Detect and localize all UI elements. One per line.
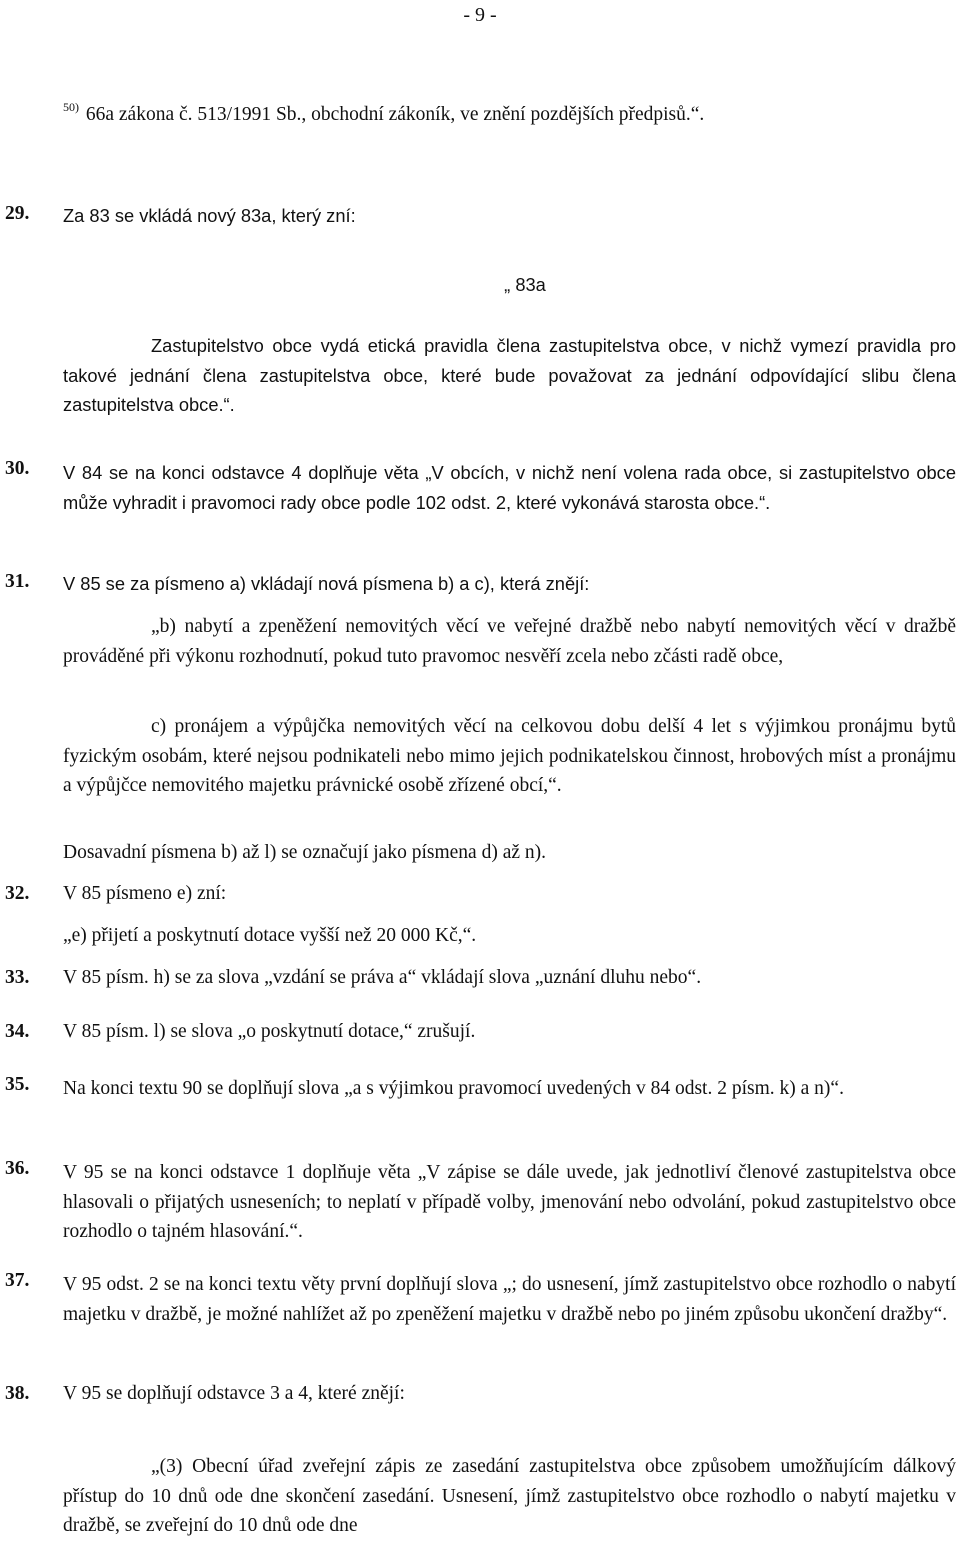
item-number-37: 37. (5, 1270, 30, 1291)
item-31-note: Dosavadní písmena b) až l) se označují jako písmena d) až n). (63, 842, 546, 863)
section-83a-heading: „ 83a (504, 274, 546, 295)
page-number: - 9 - (463, 4, 497, 26)
item-38-quote: „(3) Obecní úřad zveřejní zápis ze zasedání zastupitelstva obce způsobem umožňujícím dálkový přístup do 10 dnů ode dne skončení zasedání. Usnesení, jímž zastupitelstvo obce rozhodlo o nabytí majetku v dražbě, se zveřejní do 10 dnů ode dne (63, 1456, 956, 1536)
item-31-letter-c: c) pronájem a výpůjčka nemovitých věcí na celkovou dobu delší 4 let s výjimkou pronájmu bytů fyzickým osobám, které nejsou podnikateli nebo mimo jejich podnikatelskou činnost, hrobových míst a pronájmu a výpůjčce nemovitého majetku právnické osobě zřízené obcí,“. (63, 716, 956, 796)
item-36-text: V 95 se na konci odstavce 1 doplňuje věta „V zápise se dále uvede, jak jednotliví členové zastupitelstva obce hlasovali o přijatých usneseních; to neplatí v případě volby, jmenování nebo odvolání, pokud zastupitelstvo obce rozhodlo o tajném hlasování.“. (63, 1162, 956, 1242)
footnote-marker: 50) (63, 100, 79, 114)
item-31-intro: V 85 se za písmeno a) vkládají nová písmena b) a c), která znějí: (63, 573, 590, 594)
item-number-31: 31. (5, 571, 30, 592)
item-number-32: 32. (5, 883, 30, 904)
item-33-text: V 85 písm. h) se za slova „vzdání se práva a“ vkládají slova „uznání dluhu nebo“. (63, 967, 702, 988)
item-number-30: 30. (5, 458, 30, 479)
section-83a-body: Zastupitelstvo obce vydá etická pravidla člena zastupitelstva obce, v nichž vymezí pravidla pro takové jednání člena zastupitelstva obce, které bude považovat za jednání odpovídající slibu člena zastupitelstva obce.“. (63, 335, 956, 415)
item-number-29: 29. (5, 203, 30, 224)
item-number-36: 36. (5, 1158, 30, 1179)
item-29-intro: Za 83 se vkládá nový 83a, který zní: (63, 205, 356, 226)
item-35-text: Na konci textu 90 se doplňují slova „a s výjimkou pravomocí uvedených v 84 odst. 2 písm. k) a n)“. (63, 1078, 844, 1099)
footnote-text: 66a zákona č. 513/1991 Sb., obchodní zákoník, ve znění pozdějších předpisů.“. (81, 104, 705, 125)
item-number-38: 38. (5, 1383, 30, 1404)
item-31-letter-b: „b) nabytí a zpeněžení nemovitých věcí ve veřejné dražbě nebo nabytí nemovitých věcí v dražbě prováděné při výkonu rozhodnutí, pokud tuto pravomoc nesvěří zcela nebo zčásti radě obce, (63, 616, 956, 667)
item-30-text: V 84 se na konci odstavce 4 doplňuje věta „V obcích, v nichž není volena rada obce, si zastupitelstvo obce může vyhradit i pravomoci rady obce podle 102 odst. 2, které vykonává starosta obce.“. (63, 462, 956, 513)
item-34-text: V 85 písm. l) se slova „o poskytnutí dotace,“ zrušují. (63, 1021, 476, 1042)
item-number-33: 33. (5, 967, 30, 988)
item-32-intro: V 85 písmeno e) zní: (63, 883, 227, 904)
item-number-35: 35. (5, 1074, 30, 1095)
item-38-intro: V 95 se doplňují odstavce 3 a 4, které znějí: (63, 1383, 405, 1404)
item-32-quote: „e) přijetí a poskytnutí dotace vyšší než 20 000 Kč,“. (63, 925, 477, 946)
item-number-34: 34. (5, 1021, 30, 1042)
item-37-text: V 95 odst. 2 se na konci textu věty první doplňují slova „; do usnesení, jímž zastupitelstvo obce rozhodlo o nabytí majetku v dražbě, je možné nahlížet až po zpeněžení majetku v dražbě nebo po jiném způsobu ukončení dražby“. (63, 1274, 956, 1325)
footnote (63, 100, 943, 126)
